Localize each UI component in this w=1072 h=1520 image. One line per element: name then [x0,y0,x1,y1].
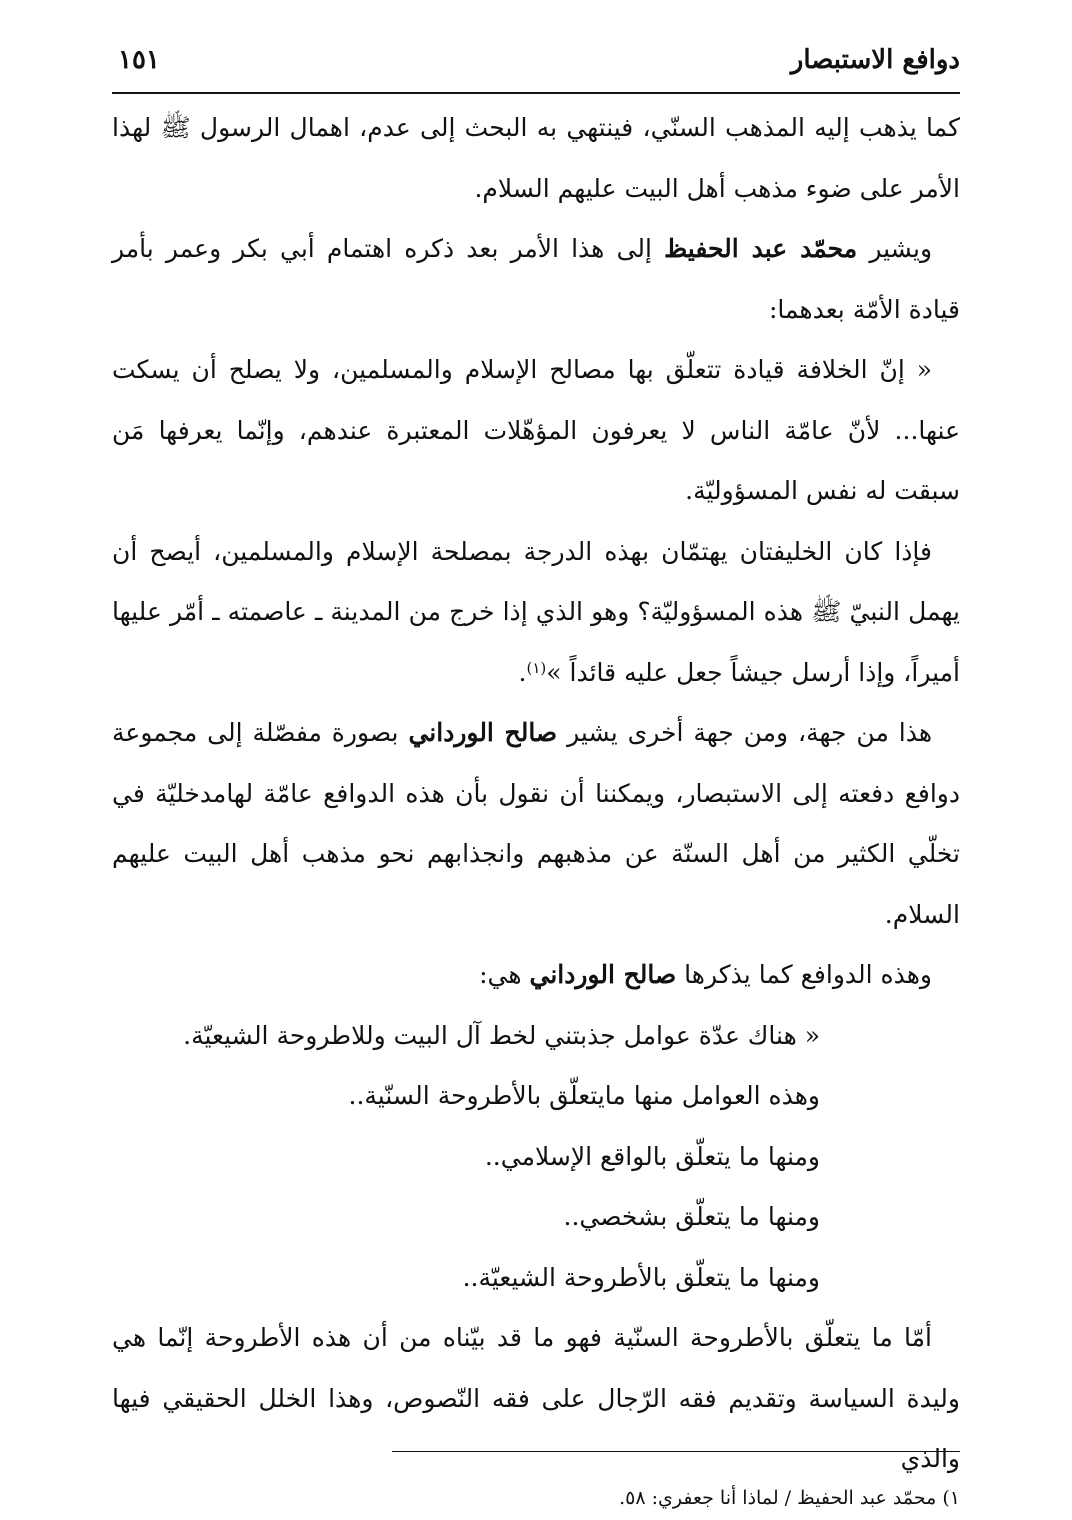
author-name-abdulhafiz: محمّد عبد الحفيظ [664,234,858,263]
list-line-1: « هناك عدّة عوامل جذبتني لخط آل البيت وللاطروحة الشيعيّة. [183,1020,820,1050]
header-rule [112,92,960,94]
quote-paragraph-2: فإذا كان الخليفتان يهتمّان بهذه الدرجة بمصلحة الإسلام والمسلمين، أيصح أن يهمل النبيّ ﷺ هذه المسؤوليّة؟ وهو الذي إذا خرج من المدينة ـ عاصمته ـ أمّر عليها أميراً، وإذا أرسل جيشاً جعل عليه قائداً »$^{(١)}$. [112,536,960,687]
list-line-2: وهذه العوامل منها مايتعلّق بالأطروحة السنّية.. [348,1081,820,1110]
paragraph-2-start: ويشير [869,234,933,263]
paragraph-3-start: هذا من جهة، ومن جهة أخرى يشير [567,718,933,747]
quote-paragraph-2-text: فإذا كان الخليفتان يهتمّان بهذه الدرجة بمصلحة الإسلام والمسلمين، أيصح أن يهمل النبيّ ﷺ هذه المسؤوليّة؟ وهو الذي إذا خرج من المدينة ـ عاصمته ـ أمّر عليها أميراً، وإذا أرسل جيشاً جعل عليه قائداً » [112,536,960,687]
paragraph-2-rest: إلى هذا الأمر بعد ذكره اهتمام أبي بكر وعمر بأمر قيادة الأمّة بعدهما: [112,234,960,324]
paragraph-3-rest: بصورة مفصّلة إلى مجموعة دوافع دفعته إلى الاستبصار، ويمكننا أن نقول بأن هذه الدوافع عامّة لهامدخليّة في تخلّي الكثير من أهل السنّة عن مذهبهم وانجذابهم نحو مذهب أهل البيت عليهم السلام. [112,718,960,929]
paragraph-5: أمّا ما يتعلّق بالأطروحة السنّية فهو ما قد بيّناه من أن هذه الأطروحة إنّما هي وليدة السياسة وتقديم فقه الرّجال على فقه النّصوص، وهذا الخلل الحقيقي فيها والذي [112,1323,960,1473]
running-title: دوافع الاستبصار [790,45,960,75]
author-name-wardani: صالح الورداني [408,718,558,747]
paragraph-2 [112,219,960,340]
footnote-rule [392,1451,960,1452]
list-line-3: ومنها ما يتعلّق بالواقع الإسلامي.. [484,1141,820,1171]
author-name-wardani-2: صالح الورداني [529,960,677,989]
list-line-5: ومنها ما يتعلّق بالأطروحة الشيعيّة.. [462,1262,820,1292]
paragraph-4-start: وهذه الدوافع كما يذكرها [684,960,932,989]
paragraph-3 [112,703,960,945]
body-text [112,98,960,1490]
list-line-4: ومنها ما يتعلّق بشخصي.. [563,1202,820,1231]
footnote: ١) محمّد عبد الحفيظ / لماذا أنا جعفري: ٥٨. [619,1487,960,1509]
quote-paragraph-1: « إنّ الخلافة قيادة تتعلّق بها مصالح الإسلام والمسلمين، ولا يصلح أن يسكت عنها... لأنّ عامّة الناس لا يعرفون المؤهّلات المعتبرة عندهم، وإنّما يعرفها مَن سبقت له نفس المسؤوليّة. [112,355,960,505]
paragraph-1: كما يذهب إليه المذهب السنّي، فينتهي به البحث إلى عدم، اهمال الرسول ﷺ لهذا الأمر على ضوء مذهب أهل البيت عليهم السلام. [112,113,960,203]
paragraph-4 [112,945,960,1006]
paragraph-4-end: هي: [479,960,522,989]
footnote-marker: (١) [526,658,547,677]
page-number: ١٥١ [118,45,160,75]
